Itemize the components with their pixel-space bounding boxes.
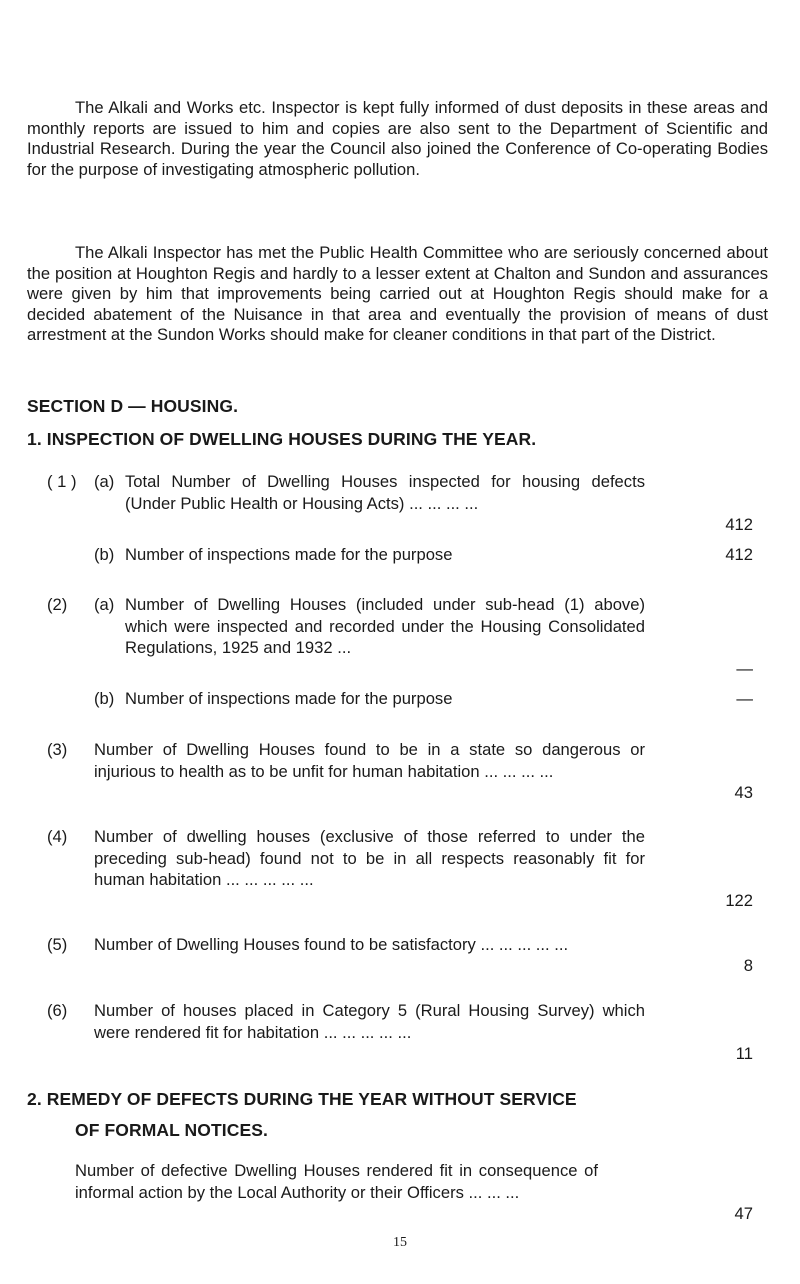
heading-remedy-line2: OF FORMAL NOTICES. (75, 1120, 269, 1140)
item-2b (47, 688, 747, 712)
item-number: ( 1 ) (47, 472, 77, 491)
item-4 (47, 826, 747, 916)
item-number: (6) (47, 1001, 68, 1020)
leader-dots: ... ... ... ... ... (323, 1022, 412, 1042)
sub-label: (a) (94, 595, 115, 614)
leader-dots: ... ... ... ... ... (225, 870, 314, 889)
item-number: (4) (47, 827, 68, 846)
leader-dots: ... ... ... ... ... (480, 935, 569, 954)
leader-dots: ... ... ... (468, 1182, 520, 1202)
item-number: (3) (47, 740, 68, 759)
remedy-value: 47 (734, 1204, 753, 1223)
item-text: Number of inspections made for the purpose (125, 689, 453, 708)
item-1b (47, 544, 747, 568)
item-4-value: 122 (725, 891, 753, 910)
page-number: 15 (393, 1235, 407, 1250)
leader-dots: ... ... ... ... (409, 493, 479, 513)
item-3 (47, 739, 747, 809)
item-1a-value: 412 (725, 515, 753, 534)
leader-dots: ... (337, 638, 352, 657)
item-number: (2) (47, 595, 68, 614)
item-5 (47, 934, 747, 982)
remedy-item (75, 1160, 725, 1230)
intro-paragraph-alkali-inspector: The Alkali Inspector has met the Public Health Committee who are seriously concerned about the position at Houghton Regis and hardly to a lesser extent at Chalton and Sundon and assurances were given by him that improvements being carried out at Houghton Regis should make for a decided abatement of the Nuisance in that area and eventually the provision of means of dust arrestment at the Sundon Works should make for cleaner conditions in that part of the District. (27, 243, 768, 345)
item-text: Number of houses placed in Category 5 (Rural Housing Survey) which were rendered fit for habitation ... ... ... ... ... (94, 1001, 645, 1042)
item-6-value: 11 (735, 1044, 753, 1063)
remedy-text: Number of defective Dwelling Houses rendered fit in consequence of informal action by the Local Authority or their Officers ... ... ... (75, 1161, 598, 1202)
leader-dots: ... ... ... ... (484, 761, 554, 781)
item-text: Number of Dwelling Houses found to be in a state so dangerous or injurious to health as to be unfit for human habitation ... ... ... ... (94, 740, 645, 781)
item-2a-value: — (736, 659, 753, 678)
item-text: Total Number of Dwelling Houses inspected for housing defects (Under Public Health or Housing Acts) ... ... ... ... (125, 472, 645, 513)
item-2 (47, 594, 747, 694)
item-3-value: 43 (734, 783, 753, 802)
intro-paragraph-dust: The Alkali and Works etc. Inspector is kept fully informed of dust deposits in these areas and monthly reports are issued to him and copies are also sent to the Department of Scientific and Industrial Research. During the year the Council also joined the Conference of Co-operating Bodies for the purpose of investigating atmospheric pollution. (27, 98, 768, 179)
item-2b-value: — (736, 689, 753, 708)
heading-inspection: 1. INSPECTION OF DWELLING HOUSES DURING THE YEAR. (27, 429, 537, 449)
item-text: Number of Dwelling Houses found to be satisfactory ... ... ... ... ... (94, 935, 569, 954)
item-text: Number of Dwelling Houses (included under sub-head (1) above) which were inspected and recorded under the Housing Consolidated Regulations, 1925 and 1932 ... (125, 595, 645, 657)
sub-label: (b) (94, 689, 115, 708)
sub-label: (b) (94, 545, 115, 564)
heading-remedy: 2. REMEDY OF DEFECTS DURING THE YEAR WITHOUT SERVICE (27, 1089, 577, 1109)
section-heading: SECTION D — HOUSING. (27, 396, 239, 416)
item-text: Number of dwelling houses (exclusive of those referred to under the preceding sub-head) found not to be in all respects reasonably fit for human habitation ... ... ... ... ... (94, 827, 645, 889)
item-5-value: 8 (743, 956, 753, 975)
sub-label: (a) (94, 472, 115, 491)
item-number: (5) (47, 935, 68, 954)
item-6 (47, 1000, 747, 1070)
item-text: Number of inspections made for the purpose (125, 545, 453, 564)
item-1b-value: 412 (725, 545, 753, 564)
